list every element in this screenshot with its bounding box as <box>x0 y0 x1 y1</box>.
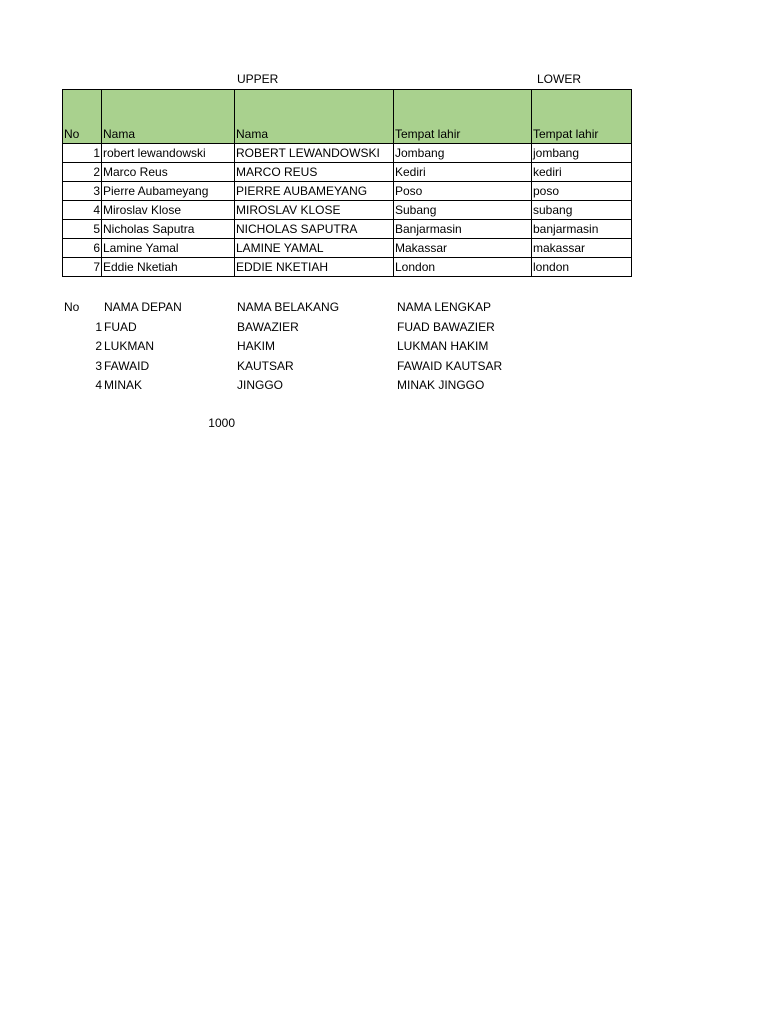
cell-nama-upper[interactable]: MIROSLAV KLOSE <box>235 201 394 220</box>
cell-nama[interactable]: Miroslav Klose <box>102 201 235 220</box>
cell-tempat[interactable]: Poso <box>394 182 532 201</box>
names-cell-no[interactable]: 1 <box>95 319 102 334</box>
names-header-nama-belakang[interactable]: NAMA BELAKANG <box>237 300 340 314</box>
names-cell-depan[interactable]: FAWAID <box>104 358 150 373</box>
numeric-value-cell[interactable]: 1000 <box>208 416 235 430</box>
names-cell-lengkap[interactable]: LUKMAN HAKIM <box>397 339 489 353</box>
main-table-header-row <box>63 90 632 144</box>
cell-tempat-lower[interactable]: kediri <box>532 163 632 182</box>
cell-nama[interactable]: Pierre Aubameyang <box>102 182 235 201</box>
names-cell-lengkap[interactable]: FAWAID KAUTSAR <box>397 358 503 373</box>
cell-tempat-lower[interactable]: poso <box>532 182 632 201</box>
table-row <box>63 144 632 163</box>
names-header-nama-depan[interactable]: NAMA DEPAN <box>104 300 182 314</box>
cell-nama[interactable]: Lamine Yamal <box>102 239 235 258</box>
header-nama-upper[interactable]: Nama <box>235 90 394 144</box>
cell-tempat[interactable]: London <box>394 258 532 277</box>
main-table <box>62 89 632 277</box>
cell-tempat[interactable]: Jombang <box>394 144 532 163</box>
table-row <box>63 220 632 239</box>
cell-nama[interactable]: Nicholas Saputra <box>102 220 235 239</box>
table-row <box>63 201 632 220</box>
cell-no[interactable]: 5 <box>63 220 102 239</box>
cell-no[interactable]: 3 <box>63 182 102 201</box>
names-cell-no[interactable]: 4 <box>95 378 102 392</box>
cell-nama-upper[interactable]: EDDIE NKETIAH <box>235 258 394 277</box>
table-row <box>63 239 632 258</box>
names-header-no[interactable]: No <box>64 300 80 314</box>
header-nama[interactable]: Nama <box>102 90 235 144</box>
cell-nama-upper[interactable]: MARCO REUS <box>235 163 394 182</box>
cell-nama[interactable]: Eddie Nketiah <box>102 258 235 277</box>
names-cell-lengkap[interactable]: MINAK JINGGO <box>397 378 485 392</box>
cell-nama-upper[interactable]: ROBERT LEWANDOWSKI <box>235 144 394 163</box>
cell-nama-upper[interactable]: PIERRE AUBAMEYANG <box>235 182 394 201</box>
table-row <box>63 258 632 277</box>
header-tempat-lahir[interactable]: Tempat lahir <box>394 90 532 144</box>
names-cell-depan[interactable]: LUKMAN <box>104 339 155 353</box>
cell-no[interactable]: 4 <box>63 201 102 220</box>
cell-no[interactable]: 2 <box>63 163 102 182</box>
header-tempat-lahir-lower[interactable]: Tempat lahir <box>532 90 632 144</box>
cell-tempat[interactable]: Kediri <box>394 163 532 182</box>
names-cell-lengkap[interactable]: FUAD BAWAZIER <box>397 319 495 334</box>
cell-tempat[interactable]: Subang <box>394 201 532 220</box>
names-cell-belakang[interactable]: BAWAZIER <box>237 319 299 334</box>
names-cell-belakang[interactable]: HAKIM <box>237 339 276 353</box>
cell-no[interactable]: 6 <box>63 239 102 258</box>
names-cell-belakang[interactable]: JINGGO <box>237 378 284 392</box>
lower-label: LOWER <box>537 72 582 86</box>
table-row <box>63 182 632 201</box>
names-cell-depan[interactable]: MINAK <box>104 378 143 392</box>
names-cell-no[interactable]: 2 <box>95 339 102 353</box>
names-header-nama-lengkap[interactable]: NAMA LENGKAP <box>397 300 492 314</box>
cell-tempat-lower[interactable]: makassar <box>532 239 632 258</box>
cell-no[interactable]: 1 <box>63 144 102 163</box>
cell-no[interactable]: 7 <box>63 258 102 277</box>
cell-tempat[interactable]: Banjarmasin <box>394 220 532 239</box>
cell-nama[interactable]: robert lewandowski <box>102 144 235 163</box>
header-no[interactable]: No <box>63 90 102 144</box>
cell-nama[interactable]: Marco Reus <box>102 163 235 182</box>
names-cell-belakang[interactable]: KAUTSAR <box>237 358 294 373</box>
cell-nama-upper[interactable]: LAMINE YAMAL <box>235 239 394 258</box>
table-row <box>63 163 632 182</box>
cell-nama-upper[interactable]: NICHOLAS SAPUTRA <box>235 220 394 239</box>
cell-tempat-lower[interactable]: subang <box>532 201 632 220</box>
names-cell-no[interactable]: 3 <box>95 358 102 373</box>
upper-label: UPPER <box>237 72 279 86</box>
cell-tempat-lower[interactable]: banjarmasin <box>532 220 632 239</box>
cell-tempat-lower[interactable]: jombang <box>532 144 632 163</box>
cell-tempat-lower[interactable]: london <box>532 258 632 277</box>
names-cell-depan[interactable]: FUAD <box>104 319 137 334</box>
cell-tempat[interactable]: Makassar <box>394 239 532 258</box>
